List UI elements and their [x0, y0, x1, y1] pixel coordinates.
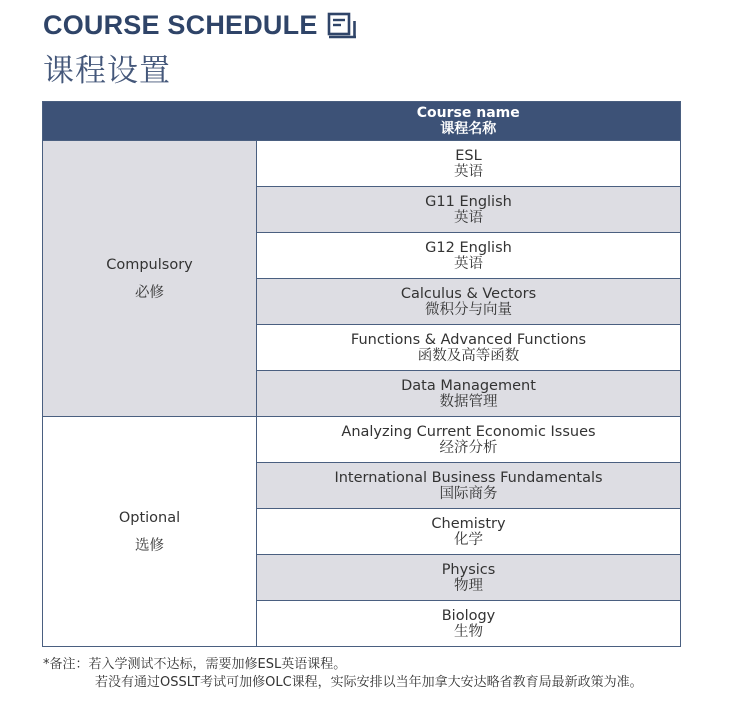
course-cell [257, 555, 681, 601]
course-cell [257, 187, 681, 233]
course-zh: 物理 [454, 577, 483, 594]
course-zh: 英语 [454, 163, 483, 180]
course-en: Analyzing Current Economic Issues [341, 423, 596, 440]
course-table [42, 101, 681, 647]
course-cell [257, 325, 681, 371]
header-blank-cell [43, 102, 257, 141]
course-cell [257, 279, 681, 325]
course-zh: 微积分与向量 [425, 301, 512, 318]
category-en: Compulsory [106, 256, 193, 273]
title-en: COURSE SCHEDULE [43, 10, 318, 40]
course-zh: 英语 [454, 209, 483, 226]
course-zh: 经济分析 [439, 439, 498, 456]
course-zh: 函数及高等函数 [417, 347, 520, 364]
course-zh: 化学 [454, 531, 483, 548]
category-optional [43, 417, 257, 647]
course-en: Functions & Advanced Functions [350, 331, 587, 348]
course-en: Biology [441, 607, 496, 624]
course-cell [257, 463, 681, 509]
category-zh: 必修 [135, 284, 164, 301]
course-cell [257, 417, 681, 463]
course-en: G11 English [425, 193, 512, 210]
course-zh: 国际商务 [439, 485, 498, 502]
page-title [43, 10, 358, 41]
course-en: G12 English [425, 239, 512, 256]
course-zh: 英语 [454, 255, 483, 272]
footnote-line-1: *备注：若入学测试不达标，需要加修ESL英语课程。 [43, 657, 347, 672]
header-course-name [257, 102, 681, 141]
course-en: Data Management [401, 377, 536, 394]
course-cell [257, 141, 681, 187]
header-zh: 课程名称 [440, 121, 497, 137]
table-header-row [43, 102, 681, 141]
course-zh: 生物 [454, 623, 483, 640]
document-icon [326, 11, 358, 41]
course-en: Physics [441, 561, 496, 578]
table-row [43, 417, 681, 463]
course-en: Chemistry [431, 515, 506, 532]
course-en: International Business Fundamentals [334, 469, 603, 486]
table-row [43, 141, 681, 187]
footnote [43, 656, 643, 692]
category-zh: 选修 [135, 537, 164, 554]
course-cell [257, 509, 681, 555]
footnote-line-2: 若没有通过OSSLT考试可加修OLC课程，实际安排以当年加拿大安达略省教育局最新政策为准。 [95, 675, 643, 690]
category-compulsory [43, 141, 257, 417]
course-en: Calculus & Vectors [400, 285, 537, 302]
course-en: ESL [455, 147, 482, 164]
course-zh: 数据管理 [439, 393, 498, 410]
category-en: Optional [118, 509, 181, 526]
course-cell [257, 601, 681, 647]
page-subtitle: 课程设置 [43, 53, 171, 89]
course-cell [257, 233, 681, 279]
header-en: Course name [416, 105, 520, 121]
course-cell [257, 371, 681, 417]
